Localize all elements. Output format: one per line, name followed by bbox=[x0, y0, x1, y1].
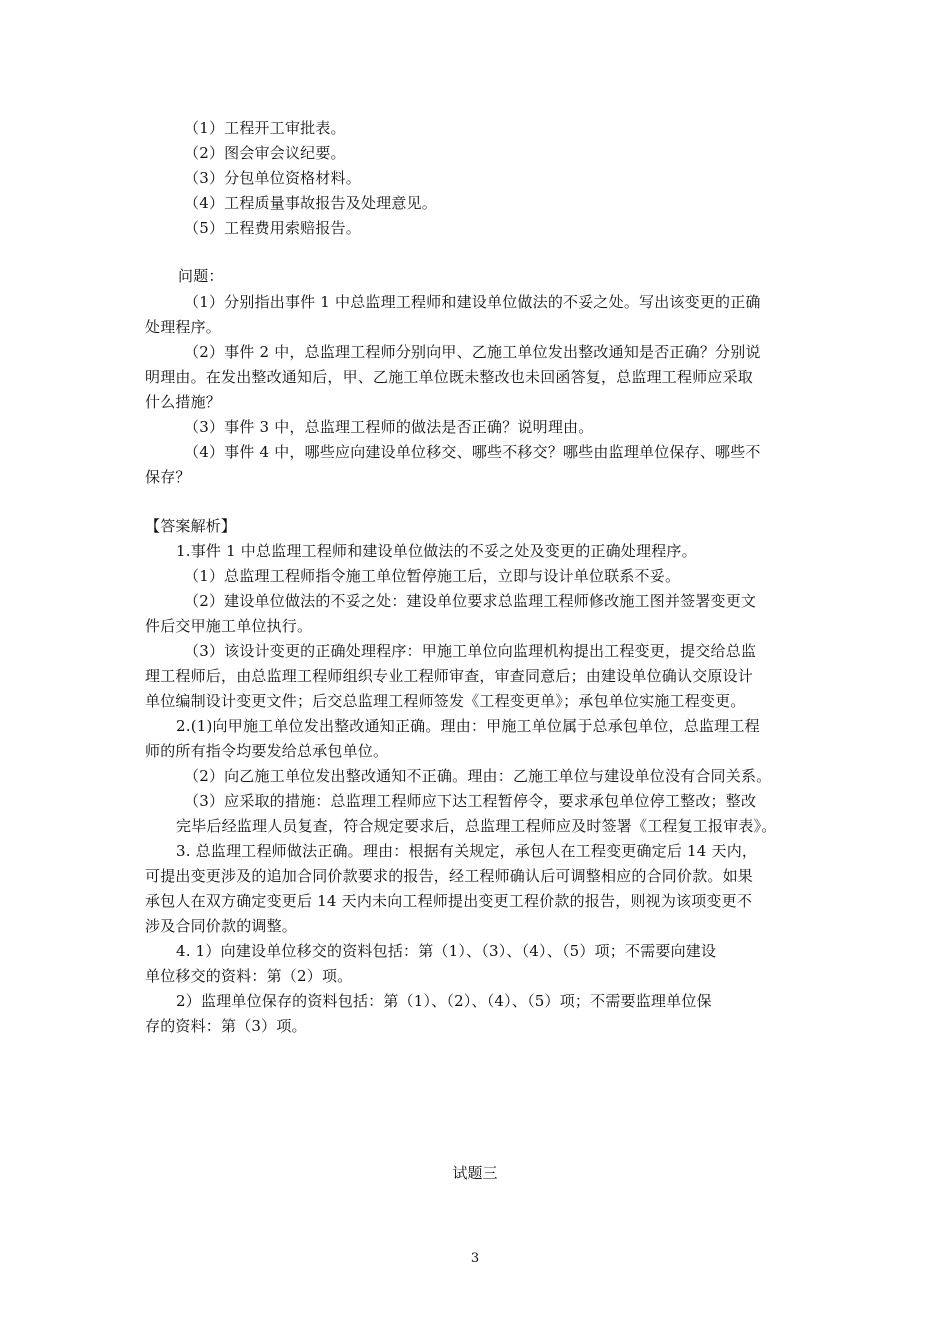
answer-line: 涉及合同价款的调整。 bbox=[145, 917, 298, 935]
answer-line: 4. 1）向建设单位移交的资料包括：第（1）、（3）、（4）、（5）项；不需要向建设 bbox=[176, 942, 717, 960]
list-item: （1）工程开工审批表。 bbox=[184, 119, 346, 137]
answer-line: （3）该设计变更的正确处理程序：甲施工单位向监理机构提出工程变更，提交给总监 bbox=[184, 642, 757, 660]
section-title: 试题三 bbox=[452, 1164, 498, 1182]
answer-line: 1.事件 1 中总监理工程师和建设单位做法的不妥之处及变更的正确处理程序。 bbox=[176, 542, 697, 560]
question-line: （4）事件 4 中，哪些应向建设单位移交、哪些不移交？哪些由监理单位保存、哪些不 bbox=[184, 443, 761, 461]
page-number: 3 bbox=[470, 1251, 480, 1266]
answer-line: 2）监理单位保存的资料包括：第（1）、（2）、（4）、（5）项；不需要监理单位保 bbox=[176, 992, 712, 1010]
answer-line: 完毕后经监理人员复查，符合规定要求后，总监理工程师应及时签署《工程复工报审表》。 bbox=[176, 817, 777, 835]
answer-line: 单位移交的资料：第（2）项。 bbox=[145, 967, 353, 985]
answer-line: 2.(1)向甲施工单位发出整改通知正确。理由：甲施工单位属于总承包单位，总监理工程 bbox=[176, 717, 760, 735]
answer-line: 件后交甲施工单位执行。 bbox=[145, 617, 313, 635]
answer-line: 理工程师后，由总监理工程师组织专业工程师审查，审查同意后；由建设单位确认交原设计 bbox=[145, 667, 754, 685]
list-item: （4）工程质量事故报告及处理意见。 bbox=[184, 194, 437, 212]
question-line: （3）事件 3 中，总监理工程师的做法是否正确？说明理由。 bbox=[184, 418, 594, 436]
answer-line: 单位编制设计变更文件；后交总监理工程师签发《工程变更单》；承包单位实施工程变更。 bbox=[145, 692, 746, 710]
list-item: （3）分包单位资格材料。 bbox=[184, 169, 361, 187]
answer-line: （2）建设单位做法的不妥之处：建设单位要求总监理工程师修改施工图并签署变更文 bbox=[184, 592, 757, 610]
answer-line: （3）应采取的措施：总监理工程师应下达工程暂停令，要求承包单位停工整改；整改 bbox=[184, 792, 757, 810]
questions-heading: 问题： bbox=[178, 267, 224, 285]
question-line: 处理程序。 bbox=[145, 318, 222, 336]
answer-line: （2）向乙施工单位发出整改通知不正确。理由：乙施工单位与建设单位没有合同关系。 bbox=[184, 767, 772, 785]
answer-line: （1）总监理工程师指令施工单位暂停施工后，立即与设计单位联系不妥。 bbox=[184, 567, 681, 585]
answer-line: 3. 总监理工程师做法正确。理由：根据有关规定，承包人在工程变更确定后 14 天内， bbox=[176, 842, 758, 860]
answer-line: 存的资料：第（3）项。 bbox=[145, 1017, 307, 1035]
question-line: （2）事件 2 中，总监理工程师分别向甲、乙施工单位发出整改通知是否正确？分别说 bbox=[184, 343, 761, 361]
question-line: 什么措施？ bbox=[145, 393, 222, 411]
answer-heading: 【答案解析】 bbox=[145, 517, 237, 535]
list-item: （2）图会审会议纪要。 bbox=[184, 144, 346, 162]
answer-line: 师的所有指令均要发给总承包单位。 bbox=[145, 742, 389, 760]
list-item: （5）工程费用索赔报告。 bbox=[184, 219, 361, 237]
answer-line: 可提出变更涉及的追加合同价款要求的报告，经工程师确认后可调整相应的合同价款。如果 bbox=[145, 867, 754, 885]
question-line: （1）分别指出事件 1 中总监理工程师和建设单位做法的不妥之处。写出该变更的正确 bbox=[184, 293, 761, 311]
question-line: 保存？ bbox=[145, 468, 191, 486]
answer-line: 承包人在双方确定变更后 14 天内未向工程师提出变更工程价款的报告，则视为该项变更不 bbox=[145, 892, 753, 910]
question-line: 明理由。在发出整改通知后，甲、乙施工单位既未整改也未回函答复，总监理工程师应采取 bbox=[145, 368, 754, 386]
